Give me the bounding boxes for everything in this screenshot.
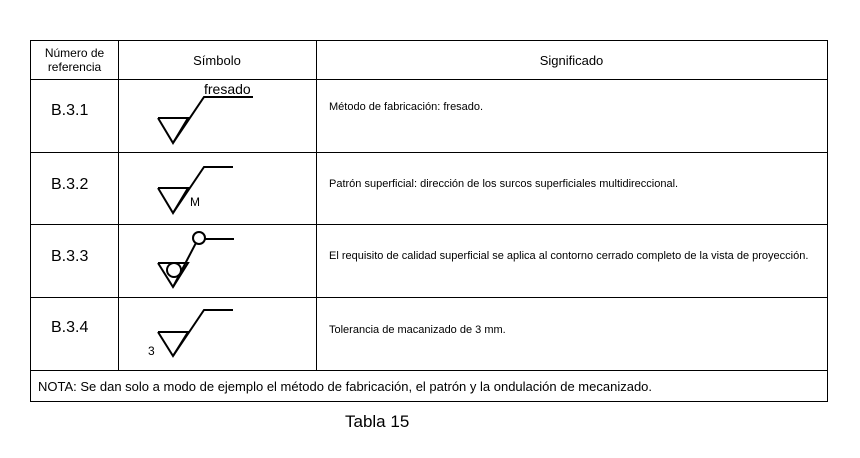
row-meaning-b34: Tolerancia de macanizado de 3 mm. — [329, 323, 506, 336]
header-symbol: Símbolo — [193, 52, 241, 68]
symbol-label-m: M — [190, 195, 200, 209]
table-note: NOTA: Se dan solo a modo de ejemplo el método de fabricación, el patrón y la ondulación de mecanizado. — [38, 379, 653, 394]
row-ref-b33: B.3.3 — [51, 248, 89, 265]
symbol-label-fresado: fresado — [204, 81, 251, 97]
row-ref-b32: B.3.2 — [51, 176, 89, 193]
row-ref-b34: B.3.4 — [51, 319, 89, 336]
symbol-all-around — [118, 225, 316, 297]
symbol-label-3: 3 — [148, 344, 155, 358]
row-meaning-b32: Patrón superficial: dirección de los surcos superficiales multidireccional. — [329, 177, 679, 190]
row-meaning-b31: Método de fabricación: fresado. — [329, 100, 484, 113]
row-ref-b31: B.3.1 — [51, 102, 89, 119]
row-meaning-b33: El requisito de calidad superficial se aplica al contorno cerrado completo de la vista de proyección. — [329, 249, 809, 262]
symbol-machining-allowance — [118, 298, 316, 370]
symbol-multidirectional — [118, 153, 316, 224]
surface-symbol-table — [30, 40, 828, 402]
header-meaning: Significado — [539, 52, 604, 68]
header-reference: Número de referencia — [44, 46, 105, 74]
symbol-fresado — [118, 80, 316, 152]
column-divider — [316, 41, 317, 370]
table-caption: Tabla 15 — [345, 412, 410, 431]
